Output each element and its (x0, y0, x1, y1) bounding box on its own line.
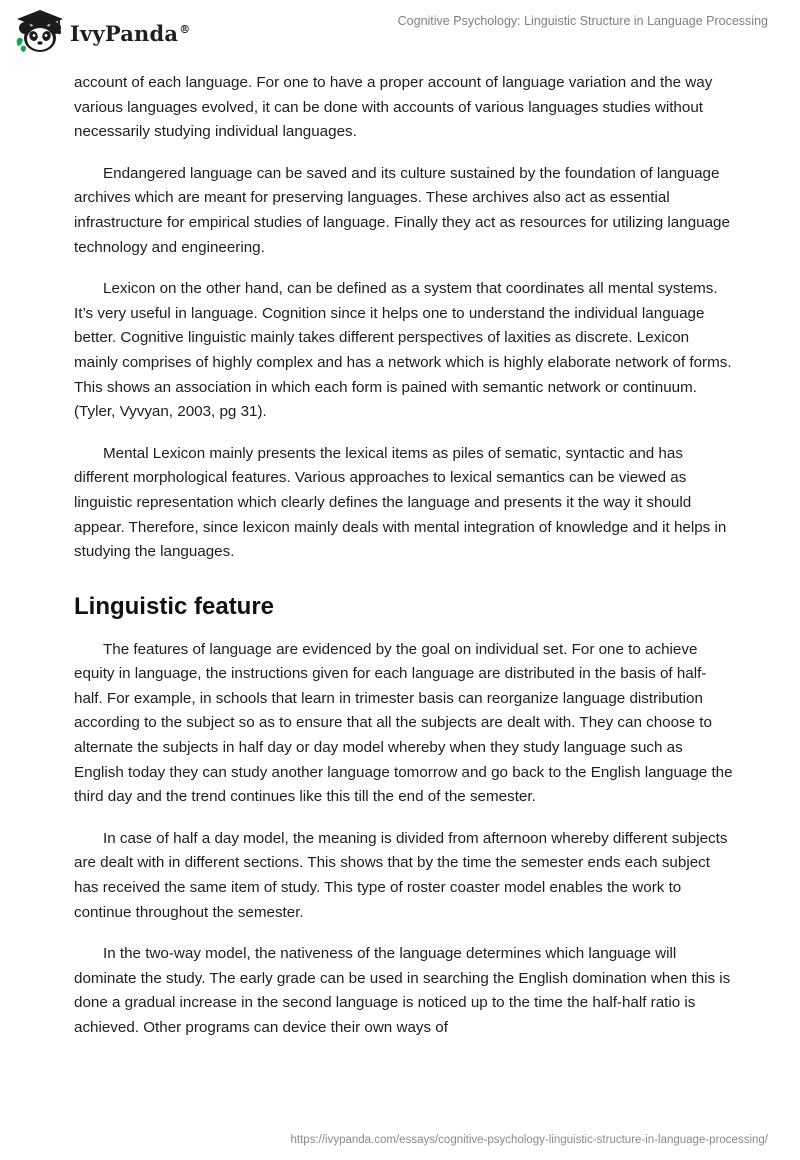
paragraph: In the two-way model, the nativeness of the language determines which language will dominate the study. The early grade can be used in searching the English domination when this is done a gradual increase in the second language is noticed up to the time the half-half ratio is achieved. Other programs can device their own ways of (74, 945, 731, 1036)
paragraph: Endangered language can be saved and its culture sustained by the foundation of language archives which are meant for preserving languages. These archives also act as essential infrastructure for empirical studies of language. Finally they act as resources for utilizing language technology and engineering. (74, 164, 730, 256)
paragraph: Lexicon on the other hand, can be defined as a system that coordinates all mental systems. It’s very useful in language. Cognition since it helps one to understand the individual language better. Cognitive linguistic mainly takes different perspectives of laxities as discrete. Lexicon mainly comprises of highly complex and has a network which is highly elaborate network of forms. This shows an association in which each form is pained with semantic network or continuum. (Tyler, Vyvyan, 2003, pg 31). (74, 280, 732, 421)
paragraph: account of each language. For one to have a proper account of language variation and the way various languages evolved, it can be done with accounts of various languages studies without necessarily studying individual languages. (74, 74, 713, 141)
paragraph: The features of language are evidenced by the goal on individual set. For one to achieve equity in language, the instructions given for each language are distributed in the basis of half-half. For example, in schools that learn in trimester basis can reorganize language distribution according to the subject so as to ensure that all the subjects are dealt with. They can choose to alternate the subjects in half day or day model whereby when they study language such as English today they can study another language tomorrow and go back to the English language the third day and the trend continues like this till the end of the semester. (74, 640, 733, 806)
essay-content (74, 71, 734, 1058)
paragraph: In case of half a day model, the meaning is divided from afternoon whereby different subjects are dealt with in different sections. This shows that by the time the semester ends each subject has received the same item of study. This type of roster coaster model enables the work to continue throughout the semester. (74, 829, 728, 921)
document-title: Cognitive Psychology: Linguistic Structure in Language Processing (397, 14, 768, 28)
source-url-link[interactable]: https://ivypanda.com/essays/cognitive-psychology-linguistic-structure-in-language-processing/ (290, 1134, 768, 1146)
section-heading: Linguistic feature (74, 592, 275, 620)
brand-name: IvyPanda® (70, 20, 191, 46)
panda-graduate-icon (14, 9, 66, 55)
paragraph: Mental Lexicon mainly presents the lexical items as piles of sematic, syntactic and has different morphological features. Various approaches to lexical semantics can be viewed as linguistic representation which clearly defines the language and presents it the way it should appear. Therefore, since lexicon mainly deals with mental integration of knowledge and it helps in studying the languages. (74, 444, 727, 561)
page-header (0, 0, 800, 62)
ivypanda-logo[interactable] (14, 9, 190, 55)
registered-mark: ® (179, 22, 191, 36)
